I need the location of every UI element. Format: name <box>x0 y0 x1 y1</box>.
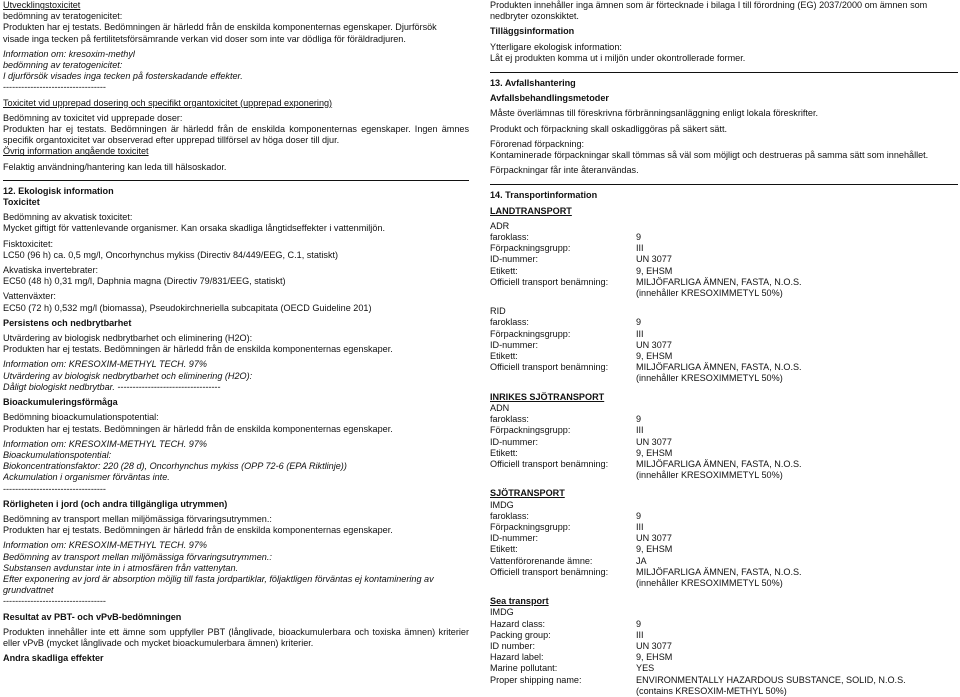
mobility-label: Bedömning av transport mellan miljömässiga förvaringsutrymmen.: <box>3 513 272 524</box>
row-value: UN 3077 <box>636 254 672 265</box>
adr-block <box>490 221 958 299</box>
mobility-info-text-2: Efter exponering av jord är absorption möjlig till fasta jordpartiklar, följaktligen förväntas ej kontaminering av grundvattnet <box>3 573 434 596</box>
transport-row <box>490 556 958 567</box>
transport-row <box>490 533 958 544</box>
persist-info-label: Information om: KRESOXIM-METHYL TECH. 97% <box>3 359 207 370</box>
mobility-title: Rörligheten i jord (och andra tillgängliga utrymmen) <box>3 498 228 509</box>
contains-note: (innehåller KRESOXIMMETYL 50%) <box>636 470 783 481</box>
row-value: MILJÖFARLIGA ÄMNEN, FASTA, N.O.S. <box>636 458 802 469</box>
rid-block <box>490 306 958 384</box>
sea-transport-title: SJÖTRANSPORT <box>490 488 565 499</box>
persistence-title: Persistens och nedbrytbarhet <box>3 317 132 328</box>
repeat-dose-label: Bedömning av toxicitet vid upprepade doser: <box>3 112 183 123</box>
row-key: Marine pollutant: <box>490 663 558 674</box>
imdg-sv-block <box>490 500 958 590</box>
stot-header: Toxicitet vid upprepad dosering och specifikt organtoxicitet (upprepad exponering) <box>3 97 333 108</box>
row-value: 9, EHSM <box>636 351 673 362</box>
transport-row <box>490 544 958 555</box>
bioacc-text: Produkten har ej testats. Bedömningen är härledd från de enskilda komponenternas egenskaper. <box>3 423 393 434</box>
aquatic-label: Bedömning av akvatisk toxicitet: <box>3 212 133 223</box>
fish-value: LC50 (96 h) ca. 0,5 mg/l, Oncorhynchus mykiss (Directiv 84/449/EEG, C.1, statiskt) <box>3 249 339 260</box>
row-value: JA <box>636 555 647 566</box>
transport-row <box>490 317 958 328</box>
row-value: MILJÖFARLIGA ÄMNEN, FASTA, N.O.S. <box>636 276 802 287</box>
row-value: 9 <box>636 232 642 243</box>
transport-row <box>490 277 958 288</box>
dev-tox-header: Utvecklingstoxicitet <box>3 0 81 10</box>
other-tox-text: Felaktig användning/hantering kan leda till hälsoskador. <box>3 161 227 172</box>
transport-row <box>490 437 958 448</box>
transport-row <box>490 266 958 277</box>
additional-info-label: Ytterligare ekologisk information: <box>490 41 622 52</box>
row-value: YES <box>636 663 655 674</box>
mobility-info-label: Information om: KRESOXIM-METHYL TECH. 97% <box>3 540 207 551</box>
bioacc-info-sub: Bioackumulationspotential: <box>3 449 112 460</box>
other-tox-header: Övrig information angående toxicitet <box>3 146 149 157</box>
adn-block <box>490 403 958 481</box>
row-key: faroklass: <box>490 232 529 243</box>
row-value: UN 3077 <box>636 339 672 350</box>
row-value: UN 3077 <box>636 533 672 544</box>
kresoxim-terato-text: I djurförsök visades inga tecken på fosterskadande effekter. <box>3 71 243 82</box>
right-column <box>490 0 958 697</box>
transport-row <box>490 243 958 254</box>
rid-label: RID <box>490 306 506 317</box>
row-value: 9, EHSM <box>636 265 673 276</box>
row-value: UN 3077 <box>636 436 672 447</box>
transport-row <box>490 675 958 686</box>
packaging-label: Förorenad förpackning: <box>490 138 585 149</box>
row-value: 9 <box>636 510 642 521</box>
transport-row <box>490 414 958 425</box>
transport-row <box>490 232 958 243</box>
transport-row <box>490 340 958 351</box>
mobility-text: Produkten har ej testats. Bedömningen är härledd från de enskilda komponenternas egenskaper. <box>3 525 393 536</box>
contains-note: (contains KRESOXIM-METHYL 50%) <box>636 685 787 696</box>
row-value: 9 <box>636 618 642 629</box>
row-value: 9, EHSM <box>636 447 673 458</box>
contains-note: (innehåller KRESOXIMMETYL 50%) <box>636 288 783 299</box>
row-value: MILJÖFARLIGA ÄMNEN, FASTA, N.O.S. <box>636 362 802 373</box>
persistence-text: Produkten har ej testats. Bedömningen är härledd från de enskilda komponenternas egenskaper. <box>3 344 393 355</box>
transport-row <box>490 254 958 265</box>
fish-label: Fisktoxicitet: <box>3 238 54 249</box>
section-12-title: 12. Ekologisk information <box>3 185 114 196</box>
row-value: III <box>636 425 644 436</box>
imdg-label: IMDG <box>490 499 514 510</box>
row-key: Hazard class: <box>490 618 546 629</box>
imdg-en-block <box>490 607 958 697</box>
waste-text-1: Måste överlämnas till föreskrivna förbränningsanläggning enligt lokala föreskrifter. <box>490 108 819 119</box>
row-key: Packing group: <box>490 629 551 640</box>
additional-info-title: Tilläggsinformation <box>490 26 575 37</box>
row-value: III <box>636 521 644 532</box>
bioacc-info-text: Ackumulation i organismer förväntas inte. <box>3 472 170 483</box>
row-value: III <box>636 629 644 640</box>
row-key: Förpackningsgrupp: <box>490 425 571 436</box>
mobility-info-sub: Bedömning av transport mellan miljömässiga förvaringsutrymmen.: <box>3 551 272 562</box>
plants-label: Vattenväxter: <box>3 291 56 302</box>
bioacc-info-label: Information om: KRESOXIM-METHYL TECH. 97% <box>3 438 207 449</box>
mobility-info-text-1: Substansen avdunstar inte in i atmosfären från vattenytan. <box>3 562 239 573</box>
row-value: 9 <box>636 317 642 328</box>
ozone-text: Produkten innehåller inga ämnen som är förtecknade i bilaga I till förordning (EG) 2037/2000 om ämnen som nedbryter ozonskiktet. <box>490 0 928 22</box>
row-key: ID-nummer: <box>490 436 538 447</box>
transport-row <box>490 567 958 578</box>
section-13-title: 13. Avfallshantering <box>490 78 576 89</box>
transport-row <box>490 459 958 470</box>
persist-info-text: Dåligt biologiskt nedbrytbar. ---------------------------------- <box>3 381 221 392</box>
pbt-title: Resultat av PBT- och vPvB-bedömningen <box>3 611 182 622</box>
row-key: Officiell transport benämning: <box>490 362 609 373</box>
row-value: 9 <box>636 414 642 425</box>
row-key: Etikett: <box>490 447 518 458</box>
inland-water-title: INRIKES SJÖTRANSPORT <box>490 391 605 402</box>
transport-row <box>490 630 958 641</box>
transport-row <box>490 362 958 373</box>
plants-value: EC50 (72 h) 0,532 mg/l (biomassa), Pseudokirchneriella subcapitata (OECD Guideline 201) <box>3 302 372 313</box>
dev-tox-text-2: visade inga tecken på fertilitetsförsämrande verkan vid doser som inte var dödliga för föräldradjuren. <box>3 33 406 44</box>
row-key: Förpackningsgrupp: <box>490 243 571 254</box>
aquatic-text: Mycket giftigt för vattenlevande organismer. Kan orsaka skadliga långtidseffekter i vattenmiljön. <box>3 223 385 234</box>
row-value: III <box>636 243 644 254</box>
kresoxim-terato-label: bedömning av teratogenicitet: <box>3 60 123 71</box>
transport-row <box>490 448 958 459</box>
row-key: ID-nummer: <box>490 339 538 350</box>
bioacc-label: Bedömning bioackumulationspotential: <box>3 412 159 423</box>
contains-note: (innehåller KRESOXIMMETYL 50%) <box>636 577 783 588</box>
adn-label: ADN <box>490 402 510 413</box>
adr-label: ADR <box>490 220 510 231</box>
row-key: faroklass: <box>490 317 529 328</box>
row-value: 9, EHSM <box>636 652 673 663</box>
repeat-dose-text: Produkten har ej testats. Bedömningen är härledd från de enskilda komponenternas egenskaper. Ingen ämnes specifik organtoxicitet var observerad efter upprepad tillförsel av höga doser till djur. <box>3 124 469 146</box>
transport-row <box>490 522 958 533</box>
row-value: 9, EHSM <box>636 544 673 555</box>
bioacc-info-bcf: Biokoncentrationsfaktor: 220 (28 d), Oncorhynchus mykiss (OPP 72-6 (EPA Riktlinje)) <box>3 461 347 472</box>
sea-transport-en-title: Sea transport <box>490 596 549 607</box>
row-key: Förpackningsgrupp: <box>490 328 571 339</box>
row-value: UN 3077 <box>636 640 672 651</box>
transport-row <box>490 329 958 340</box>
row-key: Etikett: <box>490 351 518 362</box>
persistence-label: Utvärdering av biologisk nedbrytbarhet och eliminering (H2O): <box>3 333 253 344</box>
imdg-label: IMDG <box>490 607 514 618</box>
row-key: Officiell transport benämning: <box>490 566 609 577</box>
row-key: Etikett: <box>490 265 518 276</box>
separator-line: ---------------------------------- <box>3 483 106 494</box>
left-column <box>3 0 469 664</box>
row-key: ID-nummer: <box>490 533 538 544</box>
row-key: Hazard label: <box>490 652 544 663</box>
separator-line: ---------------------------------- <box>3 596 106 607</box>
transport-row <box>490 652 958 663</box>
row-key: Vattenförorenande ämne: <box>490 555 593 566</box>
row-key: Förpackningsgrupp: <box>490 521 571 532</box>
row-key: Etikett: <box>490 544 518 555</box>
row-value: ENVIRONMENTALLY HAZARDOUS SUBSTANCE, SOLID, N.O.S. <box>636 674 906 685</box>
persist-info-sub: Utvärdering av biologisk nedbrytbarhet och eliminering (H2O): <box>3 370 253 381</box>
other-effects-title: Andra skadliga effekter <box>3 653 104 664</box>
waste-text-2: Produkt och förpackning skall oskadliggöras på säkert sätt. <box>490 123 728 134</box>
packaging-reuse-text: Förpackningar får inte återanvändas. <box>490 165 639 176</box>
invert-label: Akvatiska invertebrater: <box>3 265 99 276</box>
row-key: Proper shipping name: <box>490 674 582 685</box>
bioacc-title: Bioackumuleringsförmåga <box>3 397 118 408</box>
separator-line: ---------------------------------- <box>3 82 106 93</box>
teratogenicity-label: bedömning av teratogenicitet: <box>3 11 123 22</box>
transport-row <box>490 351 958 362</box>
pbt-text: Produkten innehåller inte ett ämne som uppfyller PBT (långlivade, bioackumulerbara och toxiska ämnen) kriterier eller vPvB (mycket långlivade och mycket bioackumulerbara ämnen) kriterier. <box>3 626 469 648</box>
transport-row <box>490 663 958 674</box>
row-value: III <box>636 328 644 339</box>
transport-row <box>490 511 958 522</box>
land-transport-title: LANDTRANSPORT <box>490 205 572 216</box>
packaging-text: Kontaminerade förpackningar skall tömmas så väl som möjligt och destrueras på samma sätt som innehållet. <box>490 150 929 161</box>
contains-note: (innehåller KRESOXIMMETYL 50%) <box>636 373 783 384</box>
additional-info-text: Låt ej produkten komma ut i miljön under okontrollerade former. <box>490 52 746 63</box>
row-key: Officiell transport benämning: <box>490 276 609 287</box>
waste-methods-title: Avfallsbehandlingsmetoder <box>490 93 609 104</box>
invert-value: EC50 (48 h) 0,31 mg/l, Daphnia magna (Directiv 79/831/EEG, statiskt) <box>3 276 286 287</box>
kresoxim-info-label: Information om: kresoxim-methyl <box>3 48 135 59</box>
row-key: ID-nummer: <box>490 254 538 265</box>
transport-row <box>490 619 958 630</box>
row-key: faroklass: <box>490 510 529 521</box>
row-key: ID number: <box>490 640 535 651</box>
dev-tox-text-1: Produkten har ej testats. Bedömningen är härledd från de enskilda komponenternas egenskaper. Djurförsök <box>3 22 437 33</box>
transport-row <box>490 641 958 652</box>
row-key: faroklass: <box>490 414 529 425</box>
toxicity-title: Toxicitet <box>3 197 40 208</box>
row-value: MILJÖFARLIGA ÄMNEN, FASTA, N.O.S. <box>636 566 802 577</box>
row-key: Officiell transport benämning: <box>490 458 609 469</box>
transport-row <box>490 425 958 436</box>
section-14-title: 14. Transportinformation <box>490 190 598 201</box>
